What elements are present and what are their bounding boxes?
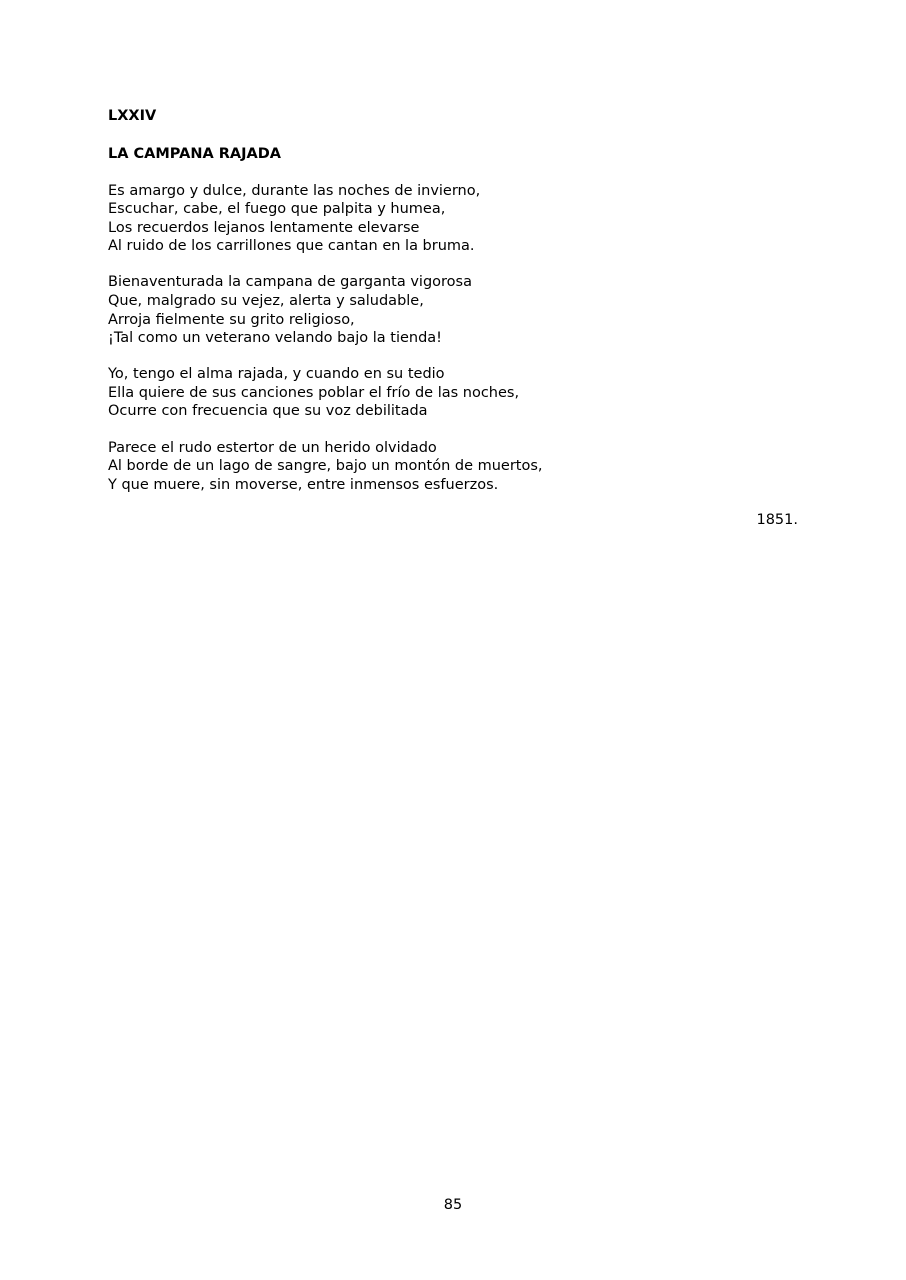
verse-line: Bienaventurada la campana de garganta vigorosa xyxy=(108,274,472,291)
poem-date: 1851. xyxy=(756,512,798,529)
verse-line: Parece el rudo estertor de un herido olvidado xyxy=(108,439,437,456)
poem-numeral: LXXIV xyxy=(108,108,157,124)
stanza-1 xyxy=(108,182,798,256)
verse-line: Ella quiere de sus canciones poblar el frío de las noches, xyxy=(108,384,520,401)
verse-line: Ocurre con frecuencia que su voz debilitada xyxy=(108,403,428,420)
stanza-3 xyxy=(108,365,798,421)
poem xyxy=(108,107,798,530)
verse-line: Y que muere, sin moverse, entre inmensos esfuerzos. xyxy=(108,476,499,493)
poem-title: LA CAMPANA RAJADA xyxy=(108,146,281,162)
verse-line: Es amargo y dulce, durante las noches de invierno, xyxy=(108,182,481,199)
verse-line: ¡Tal como un veterano velando bajo la tienda! xyxy=(108,330,442,347)
stanza-2 xyxy=(108,273,798,347)
verse-line: Escuchar, cabe, el fuego que palpita y humea, xyxy=(108,201,446,218)
verse-line: Los recuerdos lejanos lentamente elevarse xyxy=(108,219,420,236)
verse-line: Al borde de un lago de sangre, bajo un montón de muertos, xyxy=(108,458,543,475)
verse-line: Arroja fielmente su grito religioso, xyxy=(108,311,355,328)
verse-line: Yo, tengo el alma rajada, y cuando en su tedio xyxy=(108,366,445,383)
stanza-4 xyxy=(108,439,798,495)
verse-line: Que, malgrado su vejez, alerta y saludable, xyxy=(108,292,424,309)
verse-line: Al ruido de los carrillones que cantan en la bruma. xyxy=(108,238,475,255)
page-number: 85 xyxy=(443,1197,463,1213)
